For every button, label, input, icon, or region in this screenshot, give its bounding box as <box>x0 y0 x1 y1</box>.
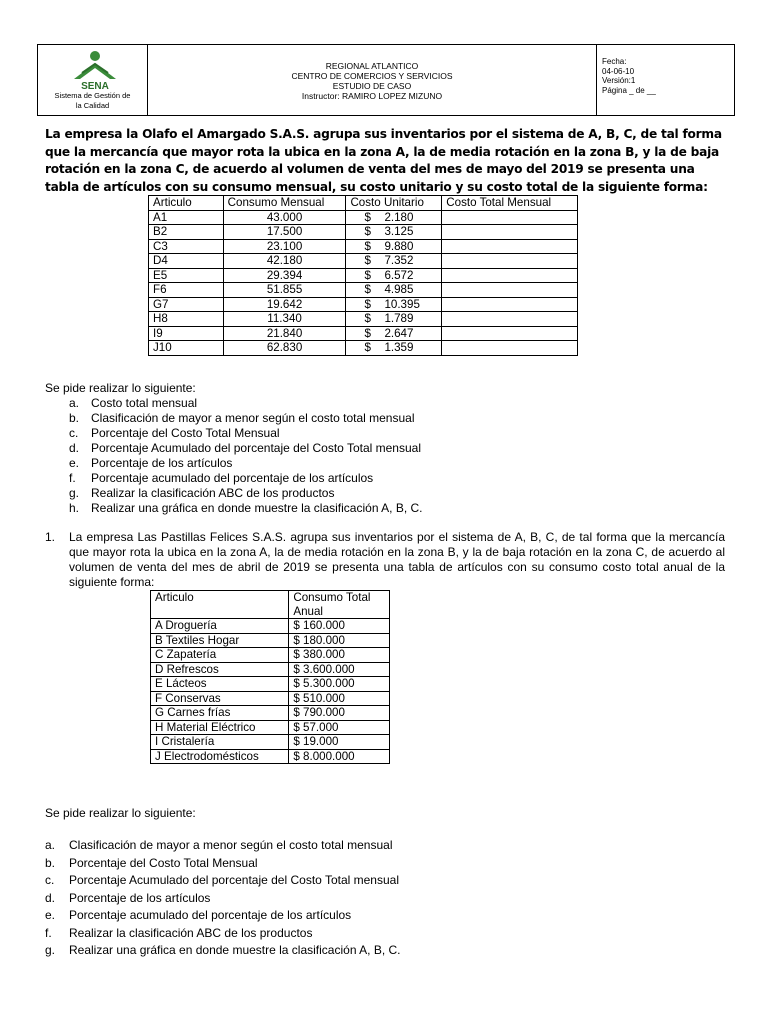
cell-consumo: 23.100 <box>223 239 346 254</box>
item-letter: g. <box>69 486 80 500</box>
cell-costo-total <box>442 312 578 327</box>
item-letter: c. <box>69 426 79 440</box>
fecha-value: 04-06-10 <box>602 66 635 76</box>
cell-costo-total <box>442 268 578 283</box>
cell-articulo: D4 <box>149 254 224 269</box>
cell-consumo: 17.500 <box>223 225 346 240</box>
cell-amount: 6.572 <box>384 268 414 282</box>
table-row <box>151 662 390 677</box>
item-letter: b. <box>45 855 56 870</box>
col-header: Consumo Mensual <box>223 196 346 211</box>
logo-text: SENA <box>81 81 109 92</box>
item-text: Realizar una gráfica en donde muestre la clasificación A, B, C. <box>91 501 423 515</box>
item-text: Porcentaje acumulado del porcentaje de los artículos <box>91 471 374 485</box>
item-letter: e. <box>45 908 56 922</box>
cell-consumo: 51.855 <box>223 283 346 298</box>
table-row <box>151 691 390 706</box>
table-row <box>149 239 578 254</box>
cell-consumo: 21.840 <box>223 326 346 341</box>
list-item <box>69 426 423 441</box>
case1-ask: Se pide realizar lo siguiente: <box>45 381 196 395</box>
list-item <box>69 501 423 516</box>
table-row <box>151 648 390 663</box>
item-letter: b. <box>69 411 80 425</box>
list-item <box>69 411 423 426</box>
cell-consumo-anual: $ 510.000 <box>289 691 390 706</box>
cell-costo-total <box>442 297 578 312</box>
cell-consumo-anual: $ 57.000 <box>289 720 390 735</box>
cell-costo-unitario <box>346 312 442 327</box>
col-header: Costo Total Mensual <box>442 196 578 211</box>
item-letter: a. <box>69 396 80 410</box>
cell-consumo: 11.340 <box>223 312 346 327</box>
currency-symbol: $ <box>364 312 371 325</box>
case1-intro: La empresa la Olafo el Amargado S.A.S. agrupa sus inventarios por el sistema de A, B, C, de tal forma que la mercancía que mayor rota la ubica en la zona A, la de media rotación en la zona B, y la de baja rotación en la zona C, de acuerdo al volumen de venta del mes de mayo del 2019 se presenta una tabla de artículos con su consumo mensual, su costo unitario y su costo total de la siguiente forma: <box>45 127 722 194</box>
currency-symbol: $ <box>364 210 371 224</box>
cell-articulo: A Droguería <box>151 619 289 634</box>
item-text: Porcentaje del Costo Total Mensual <box>69 855 258 870</box>
cell-costo-total <box>442 210 578 225</box>
cell-articulo: G7 <box>149 297 224 312</box>
col-header: Articulo <box>149 196 224 211</box>
document-header <box>37 44 735 116</box>
cell-articulo: B Textiles Hogar <box>151 633 289 648</box>
pagina-label: Página _ de __ <box>602 85 656 95</box>
cell-costo-unitario <box>346 254 442 269</box>
list-item <box>69 441 423 456</box>
cell-articulo: H Material Eléctrico <box>151 720 289 735</box>
list-item <box>45 925 401 943</box>
item-letter: g. <box>45 943 56 957</box>
table-row <box>151 749 390 764</box>
item-letter: a. <box>45 838 56 852</box>
col-header: Consumo Total Anual <box>289 591 390 619</box>
cell-consumo-anual: $ 19.000 <box>289 735 390 750</box>
item-letter: e. <box>69 456 80 470</box>
cell-costo-unitario <box>346 297 442 312</box>
item-letter: d. <box>45 890 56 905</box>
case2-ask: Se pide realizar lo siguiente: <box>45 806 196 820</box>
cell-articulo: E Lácteos <box>151 677 289 692</box>
item-text: Porcentaje del Costo Total Mensual <box>91 426 280 440</box>
table-row <box>149 283 578 298</box>
table-header-row <box>151 591 390 619</box>
cell-amount: 4.985 <box>384 283 414 296</box>
cell-costo-unitario <box>346 283 442 298</box>
item-text: Porcentaje de los artículos <box>69 890 211 905</box>
list-item <box>45 907 401 925</box>
item-letter: f. <box>69 471 76 485</box>
item-text: Porcentaje Acumulado del porcentaje del Costo Total mensual <box>91 441 421 455</box>
cell-consumo-anual: $ 8.000.000 <box>289 749 390 764</box>
cell-consumo-anual: $ 380.000 <box>289 648 390 663</box>
table-row <box>149 268 578 283</box>
cell-articulo: G Carnes frías <box>151 706 289 721</box>
cell-costo-unitario <box>346 210 442 225</box>
cell-articulo: C Zapatería <box>151 648 289 663</box>
table-row <box>149 297 578 312</box>
table-header-row <box>149 196 578 211</box>
case2-task-list <box>45 837 401 960</box>
case2-paragraph <box>45 530 725 590</box>
cell-articulo: E5 <box>149 268 224 283</box>
quality-system-label: Sistema de Gestión de la Calidad <box>54 91 131 110</box>
cell-consumo: 43.000 <box>223 210 346 225</box>
cell-consumo-anual: $ 790.000 <box>289 706 390 721</box>
cell-consumo: 29.394 <box>223 268 346 283</box>
table-row <box>149 341 578 356</box>
item-text: Costo total mensual <box>91 396 198 410</box>
fecha-label: Fecha: <box>602 57 627 66</box>
currency-symbol: $ <box>364 341 371 354</box>
header-title-block <box>148 45 597 115</box>
cell-articulo: I Cristalería <box>151 735 289 750</box>
cell-articulo: J10 <box>149 341 224 356</box>
cell-amount: 2.647 <box>384 326 414 340</box>
cell-amount: 7.352 <box>384 254 414 267</box>
table-row <box>151 706 390 721</box>
cell-amount: 1.789 <box>384 312 414 325</box>
cell-costo-total <box>442 225 578 240</box>
cell-consumo: 19.642 <box>223 297 346 312</box>
list-item <box>69 486 423 501</box>
item-text: Realizar una gráfica en donde muestre la clasificación A, B, C. <box>69 943 401 957</box>
list-item <box>45 837 401 855</box>
table-row <box>149 326 578 341</box>
cell-articulo: J Electrodomésticos <box>151 749 289 764</box>
cell-articulo: F Conservas <box>151 691 289 706</box>
case2-table <box>150 590 390 764</box>
cell-consumo-anual: $ 180.000 <box>289 633 390 648</box>
cell-amount: 10.395 <box>384 297 420 311</box>
table-row <box>151 619 390 634</box>
item-text: Clasificación de mayor a menor según el costo total mensual <box>91 411 415 425</box>
currency-symbol: $ <box>364 225 371 238</box>
list-item <box>69 471 423 486</box>
item-text: Porcentaje acumulado del porcentaje de los artículos <box>69 908 352 922</box>
cell-costo-total <box>442 326 578 341</box>
cell-amount: 3.125 <box>384 225 414 238</box>
currency-symbol: $ <box>364 326 371 340</box>
list-item <box>45 890 401 908</box>
cell-costo-unitario <box>346 341 442 356</box>
cell-articulo: F6 <box>149 283 224 298</box>
item-text: Porcentaje de los artículos <box>91 456 233 470</box>
cell-costo-unitario <box>346 326 442 341</box>
item-text: Realizar la clasificación ABC de los productos <box>91 486 335 500</box>
item-letter: d. <box>69 441 80 455</box>
currency-symbol: $ <box>364 268 371 282</box>
table-row <box>149 312 578 327</box>
cell-consumo: 42.180 <box>223 254 346 269</box>
version-label: Versión:1 <box>602 76 636 85</box>
currency-symbol: $ <box>364 283 371 296</box>
table-row <box>149 210 578 225</box>
item-letter: c. <box>45 873 55 887</box>
case2-number: 1. <box>45 530 56 544</box>
list-item <box>45 942 401 960</box>
cell-articulo: H8 <box>149 312 224 327</box>
cell-amount: 9.880 <box>384 239 414 253</box>
cell-costo-total <box>442 341 578 356</box>
cell-articulo: B2 <box>149 225 224 240</box>
item-text: Porcentaje Acumulado del porcentaje del Costo Total mensual <box>69 873 399 887</box>
cell-articulo: A1 <box>149 210 224 225</box>
header-meta <box>597 45 734 115</box>
cell-amount: 2.180 <box>384 210 414 224</box>
cell-articulo: C3 <box>149 239 224 254</box>
cell-articulo: I9 <box>149 326 224 341</box>
col-header: Articulo <box>151 591 289 619</box>
currency-symbol: $ <box>364 239 371 253</box>
cell-costo-total <box>442 254 578 269</box>
case1-table <box>148 195 578 356</box>
cell-consumo: 62.830 <box>223 341 346 356</box>
header-line: CENTRO DE COMERCIOS Y SERVICIOS <box>291 71 453 81</box>
item-letter: f. <box>45 925 52 940</box>
cell-consumo-anual: $ 3.600.000 <box>289 662 390 677</box>
cell-consumo-anual: $ 5.300.000 <box>289 677 390 692</box>
case2-intro: La empresa Las Pastillas Felices S.A.S. agrupa sus inventarios por el sistema de A, B, C, de tal forma que la mercancía que mayor rota la ubica en la zona A, la de media rotación en la zona B, y la de baja rotación en la zona C, de acuerdo al volumen de venta del mes de abril de 2019 se presenta una tabla de artículos con su consumo costo total anual de la siguiente forma: <box>69 530 725 589</box>
table-row <box>151 735 390 750</box>
currency-symbol: $ <box>364 297 371 311</box>
cell-costo-unitario <box>346 225 442 240</box>
cell-consumo-anual: $ 160.000 <box>289 619 390 634</box>
item-text: Clasificación de mayor a menor según el costo total mensual <box>69 838 393 852</box>
item-text: Realizar la clasificación ABC de los productos <box>69 925 313 940</box>
cell-amount: 1.359 <box>384 341 414 354</box>
list-item <box>69 396 423 411</box>
cell-costo-unitario <box>346 239 442 254</box>
list-item <box>69 456 423 471</box>
case1-task-list <box>69 396 423 516</box>
cell-costo-unitario <box>346 268 442 283</box>
header-line: REGIONAL ATLANTICO <box>325 61 419 71</box>
table-row <box>151 677 390 692</box>
header-line: ESTUDIO DE CASO <box>332 81 412 91</box>
list-item <box>45 855 401 873</box>
header-line: Instructor: RAMIRO LOPEZ MIZUNO <box>301 91 443 101</box>
logo-cell <box>38 45 148 115</box>
table-row <box>149 225 578 240</box>
item-letter: h. <box>69 501 80 515</box>
cell-costo-total <box>442 283 578 298</box>
table-row <box>151 720 390 735</box>
table-row <box>151 633 390 648</box>
cell-articulo: D Refrescos <box>151 662 289 677</box>
table-row <box>149 254 578 269</box>
sena-logo <box>70 49 120 93</box>
col-header: Costo Unitario <box>346 196 442 211</box>
cell-costo-total <box>442 239 578 254</box>
currency-symbol: $ <box>364 254 371 267</box>
list-item <box>45 872 401 890</box>
